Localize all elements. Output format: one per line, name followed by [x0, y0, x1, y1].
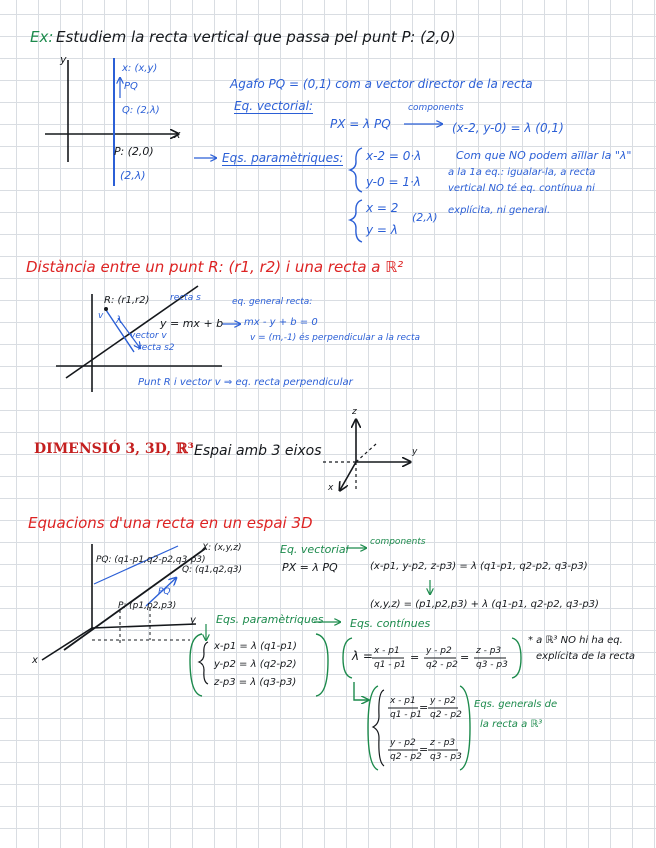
example-title: Estudiem la recta vertical que passa pel punt P: (2,0) — [56, 28, 456, 46]
distance-point-r: R: (r1,r2) — [104, 295, 150, 306]
example-prefix: Ex: — [30, 28, 54, 46]
eq3d-general-label2: la recta a ℝ³ — [480, 719, 543, 730]
eq3d-vectorial-label: Eq. vectorial — [280, 543, 349, 556]
example-comment-line3: vertical NO té eq. contínua ni — [448, 183, 595, 194]
distance-perp-note: v = (m,-1) és perpendicular a la recta — [250, 333, 420, 343]
to-general-arrow — [354, 682, 368, 700]
example-param-note: (2,λ) — [412, 211, 438, 224]
eq3d-point-p: P: (p1,p2,p3) — [118, 601, 177, 611]
distance-general-note: eq. general recta: — [232, 297, 313, 307]
distance-general-eq: mx - y + b = 0 — [244, 317, 318, 328]
distance-vector-v-label: vector v — [130, 331, 167, 341]
eq3d-cont-frac1-num: x - p1 — [374, 646, 400, 656]
eq3d-gen-eq1: = — [419, 701, 429, 714]
example-point-p: P: (2,0) — [114, 145, 154, 158]
distance-equation: y = mx + b — [160, 317, 224, 330]
axis-3d-z-label: z — [352, 407, 357, 417]
example-point-q: Q: (2,λ) — [122, 105, 160, 116]
cont-bracket-right — [512, 638, 521, 678]
distance-vector-v: v — [98, 311, 104, 321]
example-param-line4: y = λ — [366, 223, 398, 237]
eq3d-pq-short: PQ — [158, 587, 171, 597]
param-brace-1 — [350, 148, 362, 192]
eq3d-param-line1: x-p1 = λ (q1-p1) — [214, 641, 297, 652]
param3d-bracket-left — [190, 634, 202, 696]
equations3d-title: Equacions d'una recta en un espai 3D — [28, 514, 313, 532]
eq3d-gen-frac2-num: y - p2 — [430, 696, 456, 706]
eq3d-cont-frac1-den: q1 - p1 — [374, 660, 406, 670]
example-x-axis-label: x — [174, 128, 181, 141]
distance-bottom-note: Punt R i vector v ⇒ eq. recta perpendicular — [138, 377, 353, 388]
eq3d-expanded: (x,y,z) = (p1,p2,p3) + λ (q1-p1, q2-p2, q3-p3) — [370, 599, 599, 610]
eq3d-axis-y: y — [190, 615, 196, 626]
general-bracket-left — [368, 686, 378, 770]
eq3d-note-line2: explícita de la recta — [536, 651, 636, 662]
eq3d-cont-frac2-num: y - p2 — [426, 646, 452, 656]
eq3d-cont-frac3-num: z - p3 — [476, 646, 502, 656]
eq3d-cont-frac2-den: q2 - p2 — [426, 660, 458, 670]
example-param-line3: x = 2 — [366, 201, 399, 215]
point-r-dot — [104, 307, 108, 311]
eq3d-axis-x: x — [32, 655, 38, 666]
eq3d-gen-frac2-den: q2 - p2 — [430, 710, 462, 720]
distance-title: Distància entre un punt R: (r1, r2) i una recta a ℝ² — [26, 258, 404, 276]
example-comment-line4: explícita, ni general. — [448, 205, 551, 216]
eq3d-param-label: Eqs. paramètriques — [216, 613, 324, 626]
example-pq-label: PQ — [124, 81, 138, 92]
eq3d-components: (x-p1, y-p2, z-p3) = λ (q1-p1, q2-p2, q3-p3) — [370, 561, 588, 572]
eq3d-point-q: Q: (q1,q2,q3) — [182, 565, 243, 575]
param-brace-2 — [350, 200, 362, 242]
example-y-axis-label: y — [60, 53, 67, 66]
example-components-note: components — [408, 103, 464, 113]
param3d-bracket-right — [316, 634, 328, 696]
dimension-title: DIMENSIÓ 3, 3D, ℝ³ — [34, 441, 194, 457]
eq3d-param-line2: y-p2 = λ (q2-p2) — [214, 659, 297, 670]
example-agafo: Agafo PQ = (0,1) com a vector director de la recta — [230, 77, 533, 91]
example-eq-parametric-label: Eqs. paramètriques: — [222, 151, 344, 165]
dimension-subtitle: Espai amb 3 eixos — [194, 443, 322, 459]
eq3d-point-x: X: (x,y,z) — [202, 543, 242, 553]
distance-recta-s: recta s — [170, 293, 201, 303]
cont-bracket-left — [343, 638, 352, 678]
distance-lambda: λ — [116, 315, 122, 326]
example-comment-line1: Com que NO podem aïllar la "λ" — [456, 149, 632, 162]
vector-px-3d — [94, 546, 178, 584]
axis-3d-x-label: x — [328, 483, 334, 493]
eq3d-gen-frac3-num: y - p2 — [390, 738, 416, 748]
axis-3d-y-label: y — [412, 447, 418, 457]
example-eq-vectorial: PX = λ PQ — [330, 117, 391, 131]
example-point-x: x: (x,y) — [122, 63, 158, 74]
eq3d-gen-frac3-den: q2 - p2 — [390, 752, 422, 762]
eq3d-cont-eq1: = — [410, 651, 420, 664]
eq3d-note-line1: * a ℝ³ NO hi ha eq. — [528, 635, 623, 646]
eq3d-param-line3: z-p3 = λ (q3-p3) — [214, 677, 297, 688]
param3d-brace — [199, 642, 208, 684]
axes-3d — [320, 420, 410, 490]
eq3d-cont-eq2: = — [460, 651, 470, 664]
eq3d-continuous-label: Eqs. contínues — [350, 617, 431, 630]
example-eq-vectorial-label: Eq. vectorial: — [234, 99, 313, 113]
example-eq-components: (x-2, y-0) = λ (0,1) — [452, 121, 564, 135]
eq3d-general-label1: Eqs. generals de — [474, 699, 558, 710]
example-comment-line2: a la 1a eq.: igualar-la, a recta — [448, 167, 596, 178]
example-point-general: (2,λ) — [120, 169, 146, 182]
eq3d-vector-pq: PQ: (q1-p1,q2-p2,q3-p3) — [96, 555, 206, 565]
example-param-line2: y-0 = 1·λ — [366, 175, 421, 189]
eq3d-cont-lambda: λ = — [352, 649, 373, 663]
distance-recta-s2: recta s2 — [138, 343, 175, 353]
eq3d-cont-frac3-den: q3 - p3 — [476, 660, 508, 670]
eq3d-gen-frac1-den: q1 - p1 — [390, 710, 422, 720]
general-brace — [373, 690, 384, 766]
eq3d-gen-frac4-num: z - p3 — [430, 738, 456, 748]
example-param-line1: x-2 = 0·λ — [366, 149, 422, 163]
eq3d-vectorial: PX = λ PQ — [282, 561, 338, 574]
eq3d-components-note: components — [370, 537, 426, 547]
eq3d-gen-frac1-num: x - p1 — [390, 696, 416, 706]
eq3d-gen-eq2: = — [419, 743, 429, 756]
eq3d-gen-frac4-den: q3 - p3 — [430, 752, 462, 762]
